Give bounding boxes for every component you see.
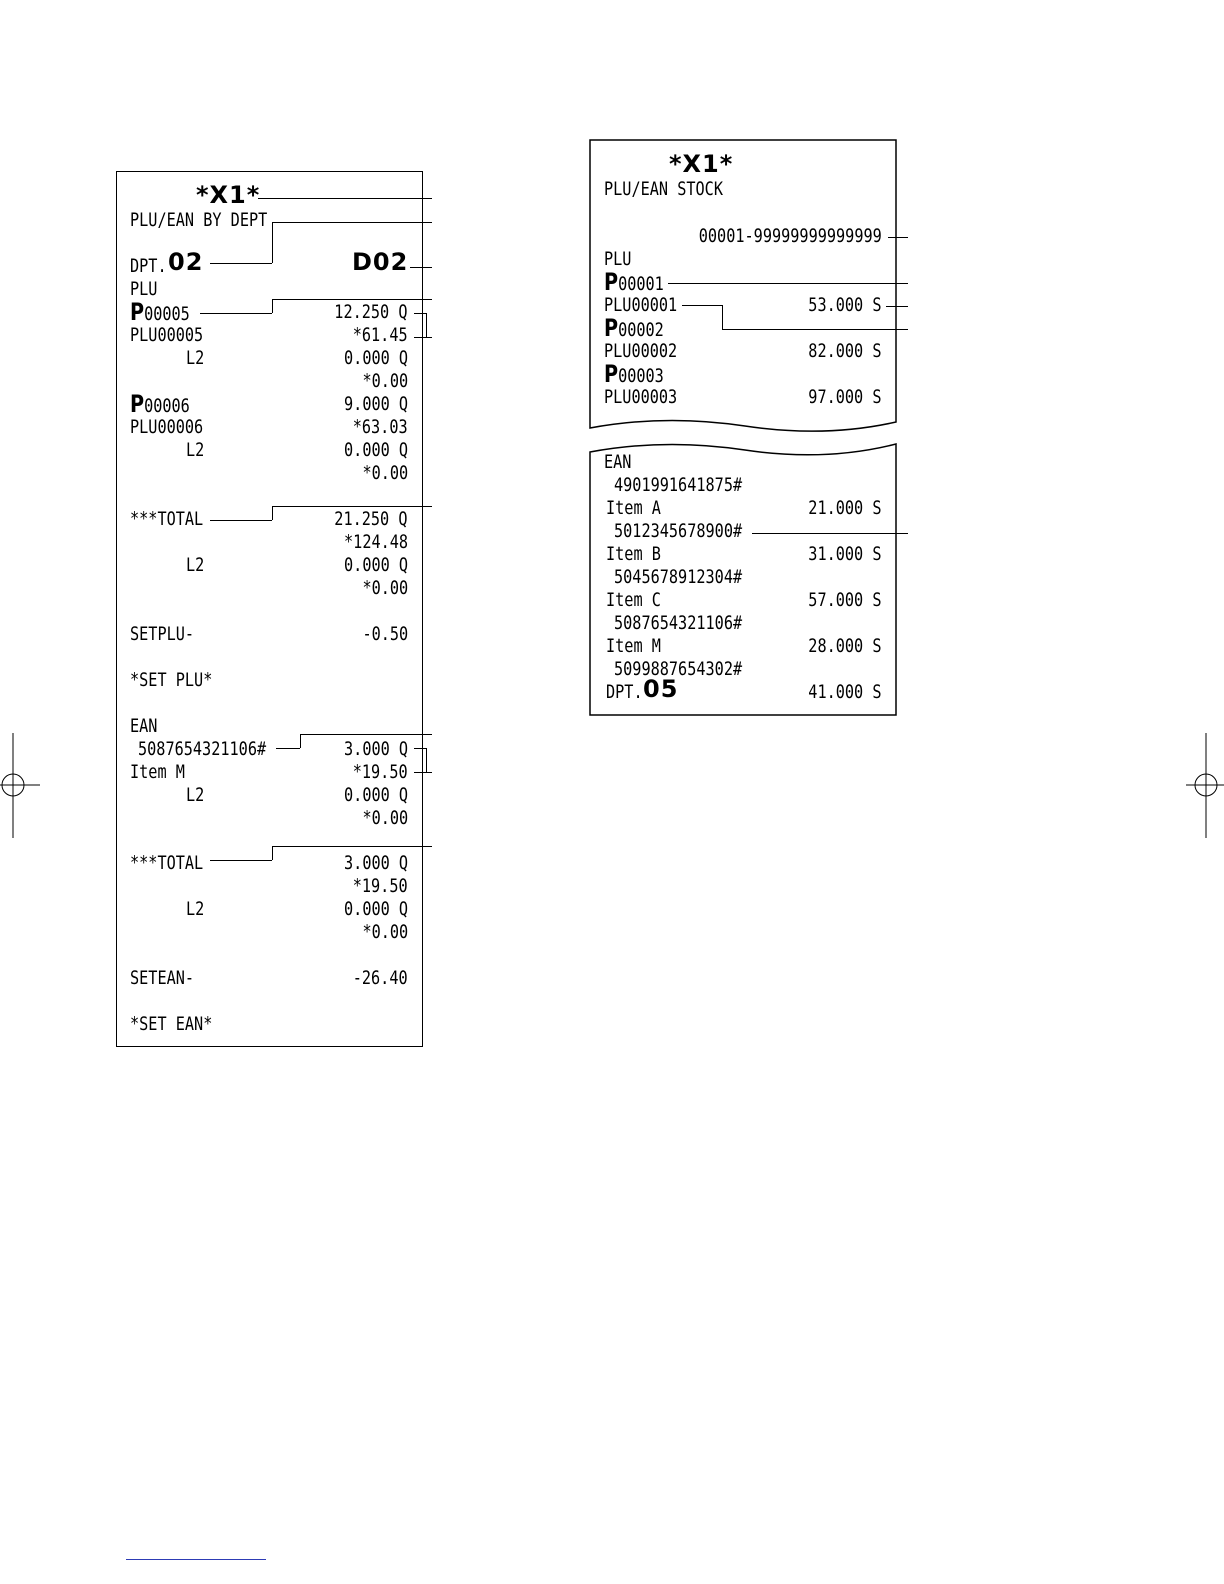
right-range: 00001-99999999999999 [698, 225, 882, 247]
left-dept-label: DPT. [130, 255, 167, 277]
left-total1-label: ***TOTAL [130, 508, 204, 530]
leader-line [272, 299, 432, 300]
left-setean-mark: *SET EAN* [130, 1013, 213, 1035]
left-total1-qty: 21.250 Q [334, 508, 408, 530]
leader-line [276, 748, 300, 749]
leader-line [272, 506, 273, 520]
leader-line [272, 846, 273, 860]
left-setplu-mark: *SET PLU* [130, 669, 213, 691]
left-ean-l2: L2 [186, 784, 205, 806]
left-plu-value-6: *63.03 [353, 416, 408, 438]
leader-line [258, 198, 432, 199]
right-ean-code-3: 5045678912304# [614, 566, 743, 588]
leader-line [210, 263, 272, 264]
right-ean-name-1: Item A [606, 497, 661, 519]
left-total1-l2amt: *0.00 [362, 577, 408, 599]
right-plu-heading: PLU [604, 248, 632, 270]
leader-line [300, 734, 301, 748]
right-plu-p-1: P00001 [604, 268, 664, 296]
left-plu-label-7: L2 [186, 439, 205, 461]
left-ean-code: 5087654321106# [138, 738, 267, 760]
left-setplu-value: -0.50 [362, 623, 408, 645]
leader-line [210, 520, 272, 521]
left-total2-qty: 3.000 Q [343, 852, 408, 874]
leader-line [272, 846, 432, 847]
leader-line [272, 506, 432, 507]
left-plu-heading: PLU [130, 278, 158, 300]
leader-line [414, 772, 432, 773]
right-ean-value-2: 31.000 S [808, 543, 882, 565]
left-ean-amount: *19.50 [353, 761, 408, 783]
right-ean-code-4: 5087654321106# [614, 612, 743, 634]
right-ean-name-2: Item B [606, 543, 661, 565]
left-total1-l2qty: 0.000 Q [343, 554, 408, 576]
right-ean-code-5: 5099887654302# [614, 658, 743, 680]
left-setean-value: -26.40 [353, 967, 408, 989]
right-dept-label: DPT. [606, 681, 643, 703]
left-total2-l2amt: *0.00 [362, 921, 408, 943]
right-ean-code-2: 5012345678900# [614, 520, 743, 542]
leader-line [886, 306, 908, 307]
crop-mark-right [1176, 733, 1224, 843]
right-ean-code-1: 4901991641875# [614, 474, 743, 496]
left-dept-code: D02 [352, 248, 409, 276]
left-plu-value-5: 9.000 Q [343, 393, 408, 415]
right-dept-num: 05 [643, 675, 679, 703]
left-ean-l2amt: *0.00 [362, 807, 408, 829]
leader-line [300, 734, 432, 735]
left-total2-amount: *19.50 [353, 875, 408, 897]
left-header: *X1* [196, 181, 261, 209]
leader-line [414, 337, 432, 338]
leader-line [888, 237, 908, 238]
leader-line [426, 748, 427, 772]
left-setplu-label: SETPLU- [130, 623, 195, 645]
leader-line [272, 222, 273, 263]
leader-line [722, 329, 908, 330]
left-plu-value-7: 0.000 Q [343, 439, 408, 461]
leader-line [414, 313, 426, 314]
leader-line [272, 222, 432, 223]
leader-line [426, 313, 427, 337]
leader-line [200, 313, 272, 314]
right-title: PLU/EAN STOCK [604, 178, 723, 200]
right-ean-value-4: 28.000 S [808, 635, 882, 657]
left-ean-l2qty: 0.000 Q [343, 784, 408, 806]
footer-rule [126, 1559, 266, 1560]
leader-line [414, 748, 426, 749]
left-plu-value-8: *0.00 [362, 462, 408, 484]
right-ean-value-1: 21.000 S [808, 497, 882, 519]
right-ean-value-3: 57.000 S [808, 589, 882, 611]
leader-line [272, 299, 273, 313]
right-dept-value: 41.000 S [808, 681, 882, 703]
left-plu-value-4: *0.00 [362, 370, 408, 392]
right-plu-name-2: PLU00002 [604, 340, 678, 362]
left-plu-p-5: P00006 [130, 390, 190, 418]
left-total2-label: ***TOTAL [130, 852, 204, 874]
left-ean-qty: 3.000 Q [343, 738, 408, 760]
leader-line [752, 533, 908, 534]
left-plu-value-3: 0.000 Q [343, 347, 408, 369]
left-plu-p-1: P00005 [130, 298, 190, 326]
crop-mark-left [0, 733, 50, 843]
left-title: PLU/EAN BY DEPT [130, 209, 268, 231]
right-plu-value-2: 82.000 S [808, 340, 882, 362]
right-ean-name-4: Item M [606, 635, 661, 657]
left-ean-heading: EAN [130, 715, 158, 737]
right-ean-name-3: Item C [606, 589, 661, 611]
left-total1-amount: *124.48 [343, 531, 408, 553]
leader-line [682, 305, 722, 306]
left-plu-value-1: 12.250 Q [334, 301, 408, 323]
right-ean-heading: EAN [604, 451, 632, 473]
left-total1-l2: L2 [186, 554, 205, 576]
leader-line [210, 860, 272, 861]
right-plu-value-1: 53.000 S [808, 294, 882, 316]
left-plu-label-6: PLU00006 [130, 416, 204, 438]
leader-line [722, 305, 723, 329]
right-plu-name-3: PLU00003 [604, 386, 678, 408]
left-total2-l2: L2 [186, 898, 205, 920]
left-total2-l2qty: 0.000 Q [343, 898, 408, 920]
right-header: *X1* [669, 150, 734, 178]
left-ean-item: Item M [130, 761, 185, 783]
left-dept-num: 02 [168, 248, 204, 276]
right-plu-name-1: PLU00001 [604, 294, 678, 316]
right-plu-p-3: P00003 [604, 360, 664, 388]
leader-line [410, 267, 432, 268]
right-plu-p-2: P00002 [604, 314, 664, 342]
leader-line [668, 283, 908, 284]
right-plu-value-3: 97.000 S [808, 386, 882, 408]
left-plu-label-2: PLU00005 [130, 324, 204, 346]
left-setean-label: SETEAN- [130, 967, 195, 989]
left-plu-value-2: *61.45 [353, 324, 408, 346]
left-plu-label-3: L2 [186, 347, 205, 369]
